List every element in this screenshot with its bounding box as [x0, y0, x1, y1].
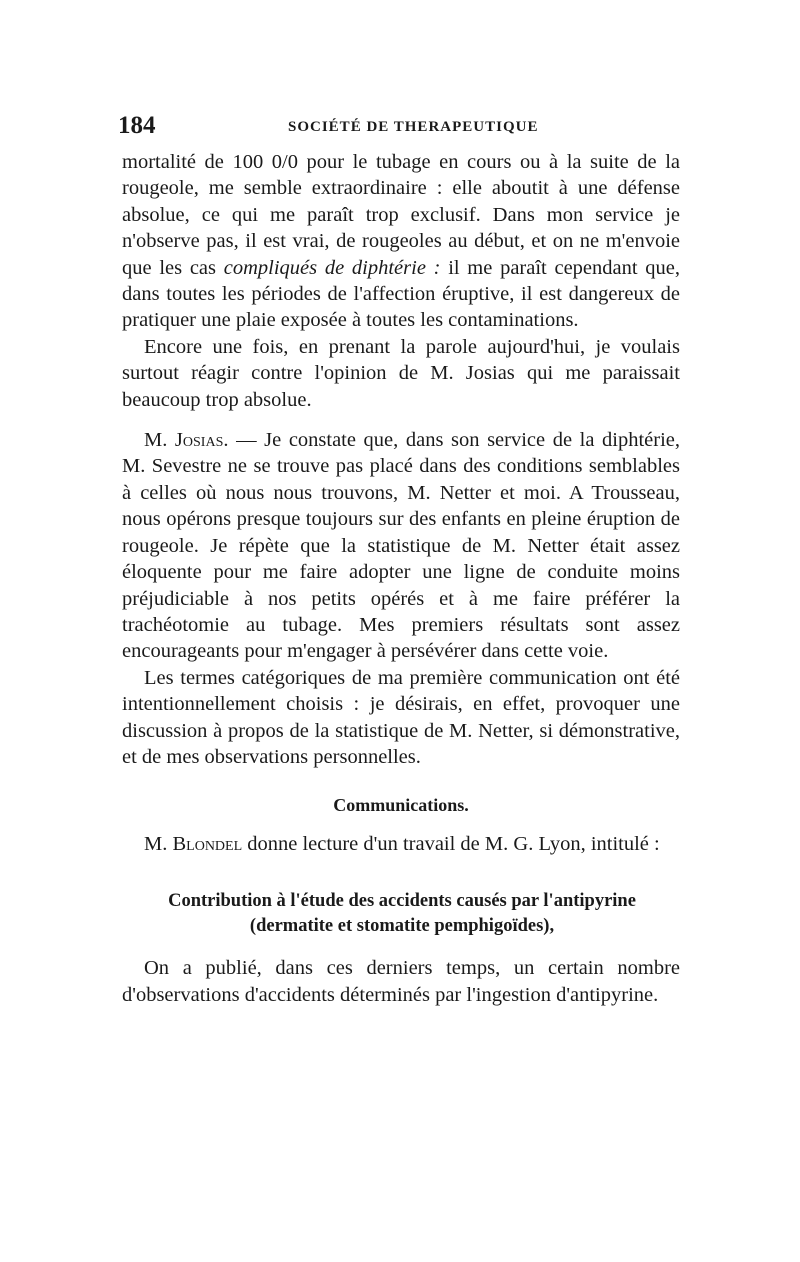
speaker-name: M. Blondel	[144, 832, 243, 855]
running-head: SOCIÉTÉ DE THERAPEUTIQUE	[288, 119, 539, 135]
speaker-name: M. Josias.	[144, 429, 229, 452]
paragraph: Encore une fois, en prenant la parole aujourd'hui, je voulais surtout réagir contre l'opinion de M. Josias qui me paraissait beaucoup trop absolue.	[122, 335, 680, 411]
article-title-line: Contribution à l'étude des accidents causés par l'antipyrine	[168, 891, 636, 912]
text-run: mortalité de 100 0/0 pour le tubage en cours ou à la suite de la rougeole, me semble extraordinaire : elle aboutit à une défense absolue, ce qui me paraît trop exclusif. Dans mon service je n'observe pas, il est vrai, de rougeoles au début, et on ne m'envoie que les cas	[122, 151, 680, 279]
paragraph	[122, 149, 680, 334]
page-number: 184	[118, 112, 156, 139]
article-title	[116, 889, 688, 939]
paragraph: Les termes catégoriques de ma première communication ont été intentionnellement choisis : je désirais, en effet, provoquer une discussion à propos de la statistique de M. Netter, si démonstrative, et de mes observations personnelles.	[122, 666, 680, 768]
section-heading: Communications.	[333, 795, 469, 816]
body-text	[122, 149, 680, 1008]
text-run: donne lecture d'un travail de M. G. Lyon, intitulé :	[242, 832, 660, 855]
text-run: — Je constate que, dans son service de la diphtérie, M. Sevestre ne se trouve pas placé dans des conditions semblables à celles où nous nous trouvons, M. Netter et moi. A Trousseau, nous opérons presque toujours sur des enfants en pleine éruption de rougeole. Je répète que la statistique de M. Netter était assez éloquente pour me faire adopter une ligne de conduite moins préjudiciable à nos petits opérés et à me faire préférer la trachéotomie au tubage. Mes premiers résultats sont assez encourageants pour m'engager à persévérer dans cette voie.	[122, 429, 680, 663]
paragraph: On a publié, dans ces derniers temps, un certain nombre d'observations d'accidents déterminés par l'ingestion d'antipyrine.	[122, 957, 680, 1006]
italic-text: compliqués de diphtérie :	[223, 256, 441, 279]
text-run: il me paraît cependant que, dans toutes les périodes de l'affection éruptive, il est dangereux de pratiquer une plaie exposée à toutes les contaminations.	[122, 256, 681, 332]
page-header	[118, 112, 680, 142]
paragraph	[122, 831, 680, 857]
paragraph	[122, 427, 680, 665]
article-title-line: (dermatite et stomatite pemphigoïdes),	[249, 916, 555, 937]
